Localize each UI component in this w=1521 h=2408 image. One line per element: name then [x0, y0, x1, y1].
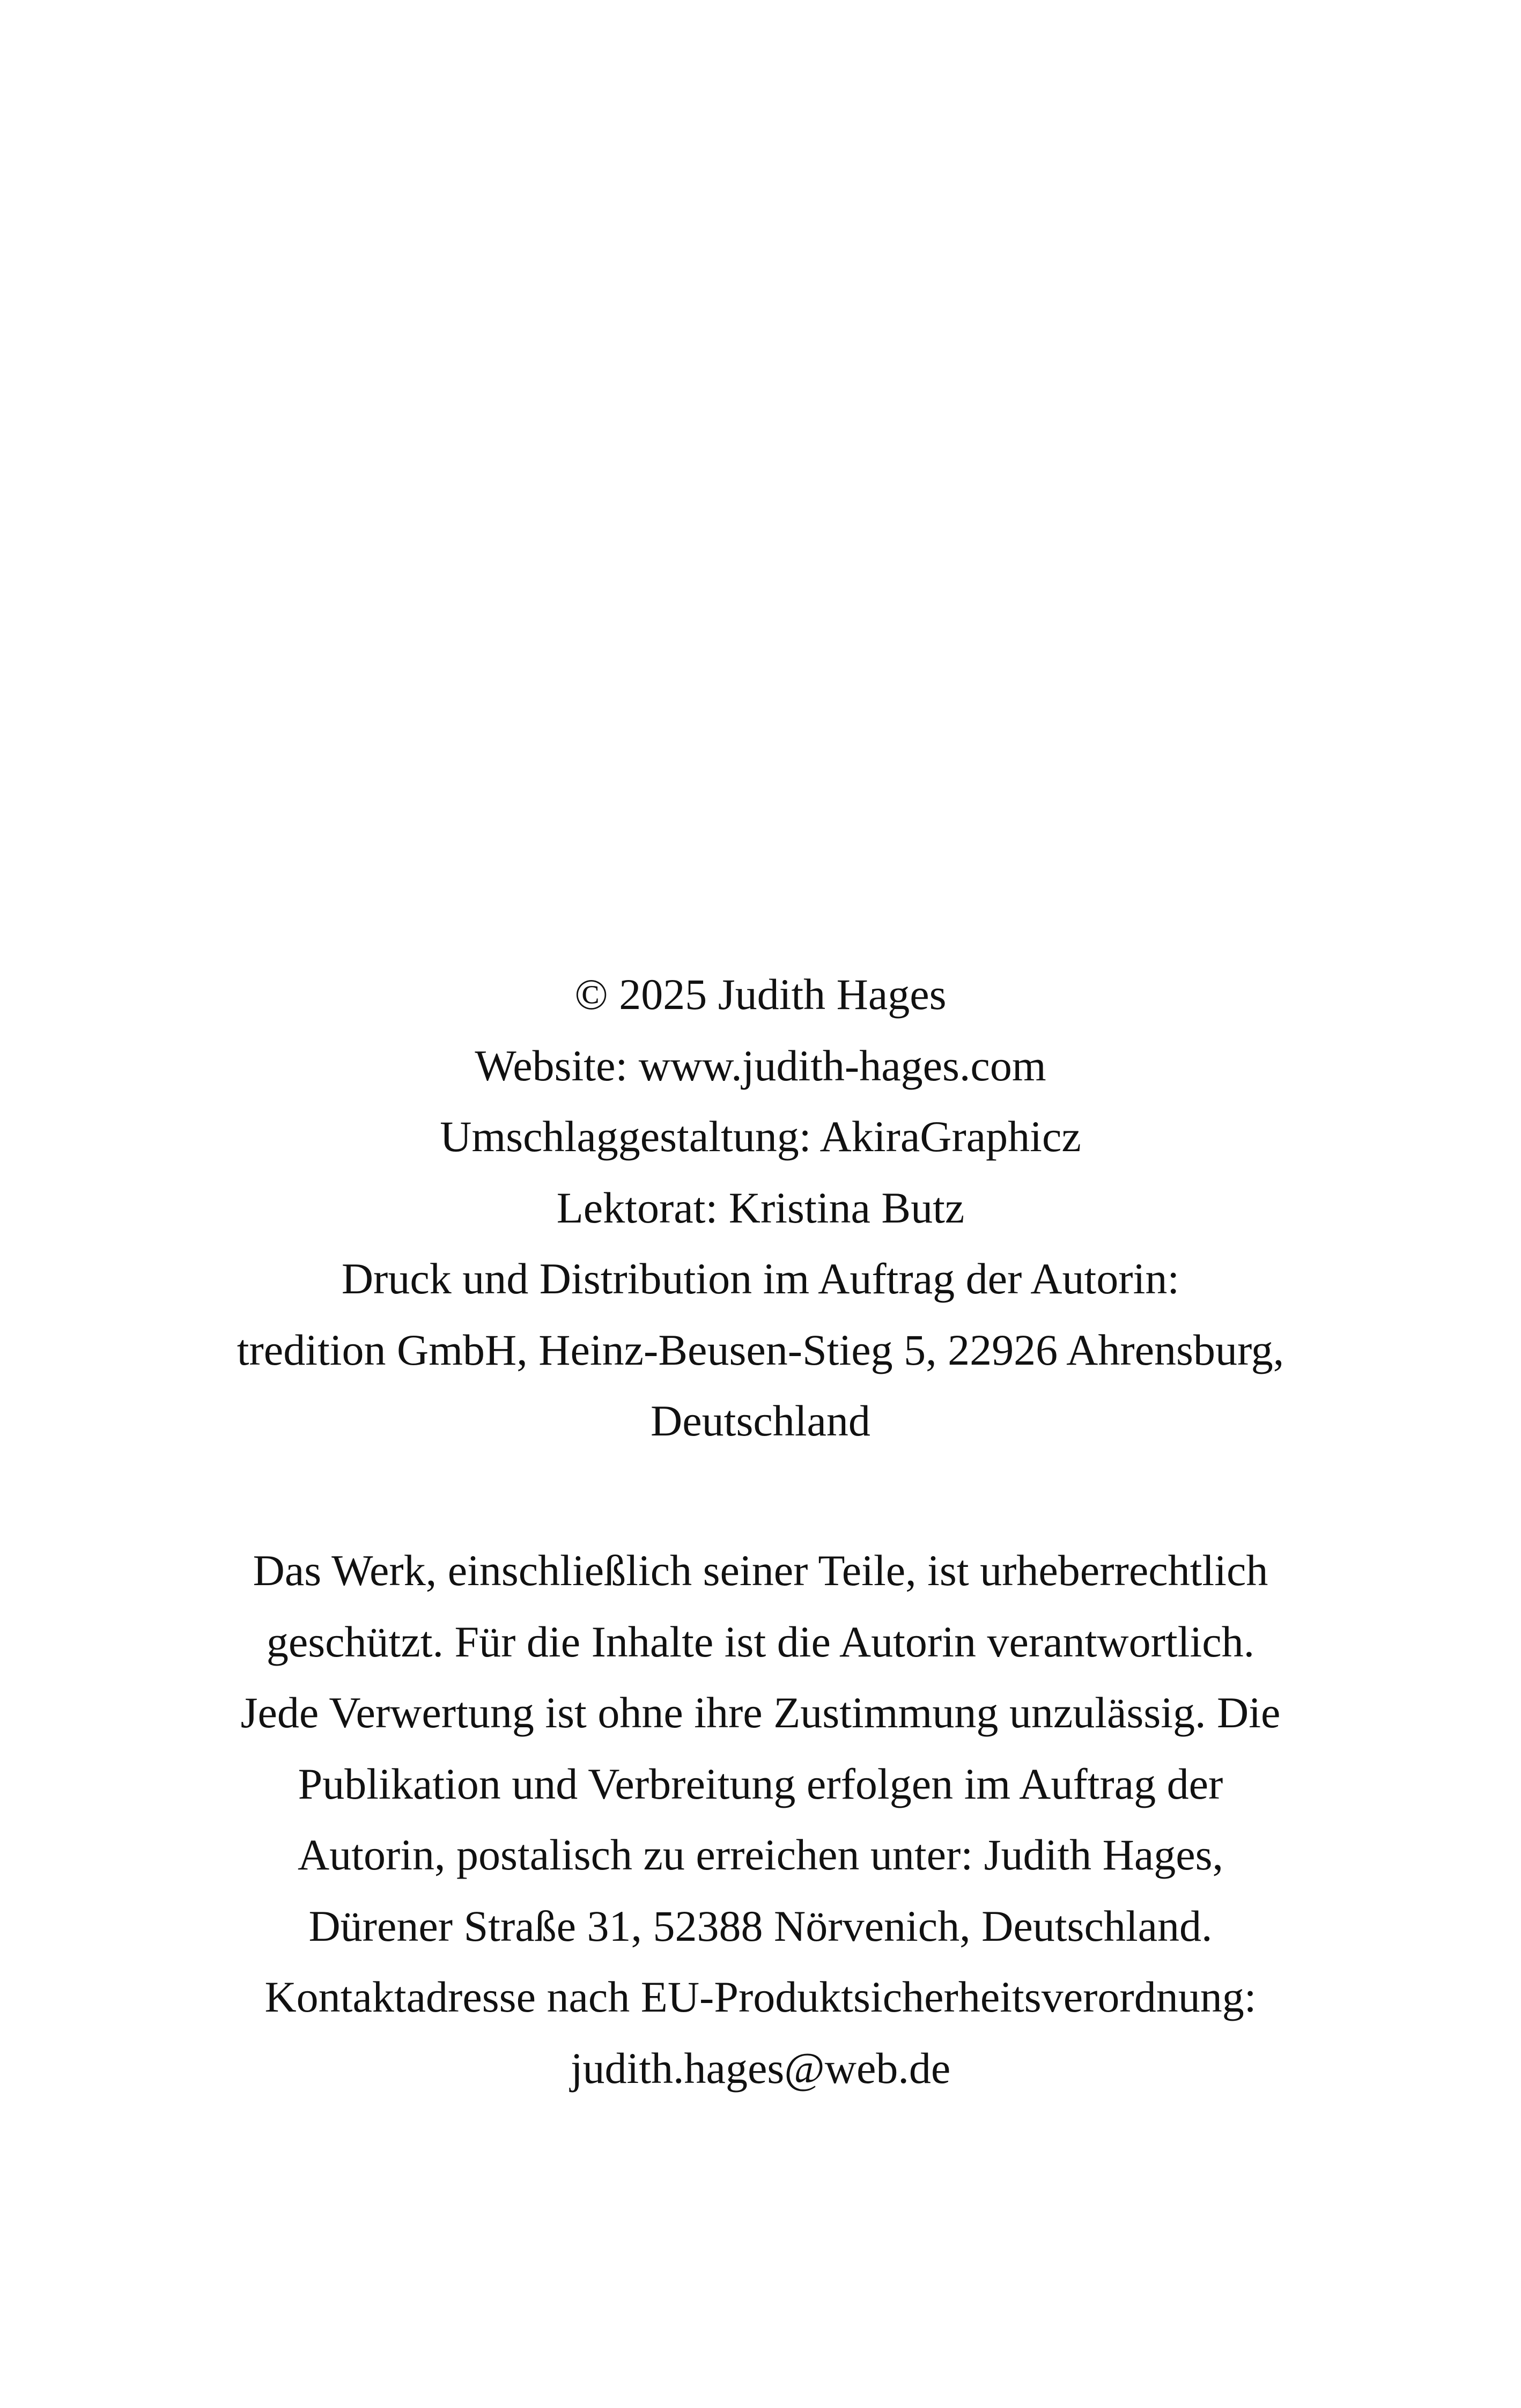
legal-line: Publikation und Verbreitung erfolgen im Auftrag der [298, 1759, 1223, 1808]
legal-line: geschützt. Für die Inhalte ist die Autorin verantwortlich. [266, 1617, 1255, 1666]
imprint-legal-block [0, 1535, 1521, 2104]
legal-line: Autorin, postalisch zu erreichen unter: Judith Hages, [297, 1830, 1224, 1879]
website-line: Website: www.judith-hages.com [475, 1041, 1046, 1090]
contact-notice-line: Kontaktadresse nach EU-Produktsicherheitsverordnung: [264, 1972, 1257, 2021]
legal-line: Das Werk, einschließlich seiner Teile, ist urheberrechtlich [253, 1546, 1268, 1595]
publisher-address-line: tredition GmbH, Heinz-Beusen-Stieg 5, 22926 Ahrensburg, [237, 1325, 1284, 1374]
author-postal-address-line: Dürener Straße 31, 52388 Nörvenich, Deutschland. [308, 1901, 1213, 1950]
editor-line: Lektorat: Kristina Butz [556, 1183, 965, 1232]
cover-design-line: Umschlaggestaltung: AkiraGraphicz [440, 1112, 1081, 1161]
print-distribution-line: Druck und Distribution im Auftrag der Autorin: [341, 1254, 1180, 1303]
contact-email-line: judith.hages@web.de [570, 2043, 951, 2093]
imprint-credits-block [0, 959, 1521, 1457]
copyright-line: © 2025 Judith Hages [574, 970, 947, 1019]
publisher-country-line: Deutschland [651, 1396, 870, 1445]
legal-line: Jede Verwertung ist ohne ihre Zustimmung unzulässig. Die [240, 1688, 1281, 1737]
